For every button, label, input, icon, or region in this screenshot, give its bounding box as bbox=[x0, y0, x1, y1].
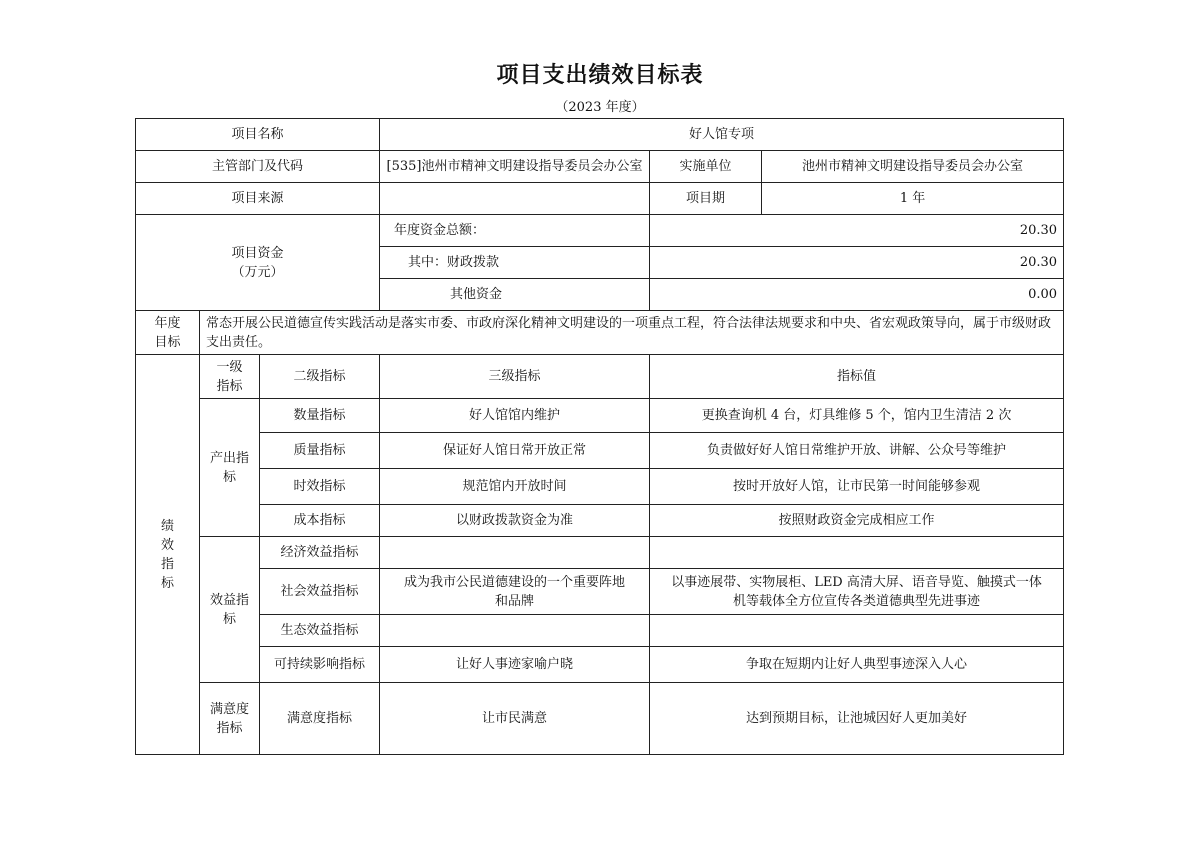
performance-label bbox=[136, 355, 200, 755]
annual-goal-label bbox=[136, 311, 200, 355]
value-cell: 更换查询机 4 台，灯具维修 5 个，馆内卫生清洁 2 次 bbox=[650, 399, 1064, 433]
level2-cell: 社会效益指标 bbox=[260, 569, 380, 615]
header-level3: 三级指标 bbox=[380, 355, 650, 399]
department-value: [535]池州市精神文明建设指导委员会办公室 bbox=[380, 151, 650, 183]
value-cell: 争取在短期内让好人典型事迹深入人心 bbox=[650, 647, 1064, 683]
value-line2: 机等载体全方位宣传各类道德典型先进事迹 bbox=[733, 593, 981, 609]
value-cell: 按照财政资金完成相应工作 bbox=[650, 505, 1064, 537]
performance-label-char: 指 bbox=[160, 556, 174, 572]
funds-label-line2: （万元） bbox=[231, 264, 284, 280]
value-cell bbox=[650, 615, 1064, 647]
performance-label-char: 标 bbox=[160, 575, 174, 591]
header-level2: 二级指标 bbox=[260, 355, 380, 399]
output-label-line2: 标 bbox=[222, 469, 236, 485]
table-row bbox=[136, 433, 1064, 469]
performance-target-table bbox=[135, 118, 1064, 755]
level2-cell: 成本指标 bbox=[260, 505, 380, 537]
benefit-indicator-label bbox=[200, 537, 260, 683]
level2-cell: 满意度指标 bbox=[260, 683, 380, 755]
table-row bbox=[136, 469, 1064, 505]
table-row bbox=[136, 537, 1064, 569]
value-cell bbox=[650, 569, 1064, 615]
funds-fiscal-label: 其中：财政拨款 bbox=[380, 247, 650, 279]
level2-cell: 经济效益指标 bbox=[260, 537, 380, 569]
header-level1 bbox=[200, 355, 260, 399]
level3-cell: 让好人事迹家喻户晓 bbox=[380, 647, 650, 683]
annual-goal-text: 常态开展公民道德宣传实践活动是落实市委、市政府深化精神文明建设的一项重点工程，符合法律法规要求和中央、省宏观政策导向，属于市级财政支出责任。 bbox=[200, 311, 1064, 355]
annual-goal-label-line2: 目标 bbox=[154, 334, 181, 350]
source-value bbox=[380, 183, 650, 215]
level3-cell: 以财政拨款资金为准 bbox=[380, 505, 650, 537]
period-label: 项目期 bbox=[650, 183, 762, 215]
level3-cell bbox=[380, 569, 650, 615]
satisfaction-indicator-label bbox=[200, 683, 260, 755]
row-project-name bbox=[136, 119, 1064, 151]
level2-cell: 时效指标 bbox=[260, 469, 380, 505]
project-name-label: 项目名称 bbox=[136, 119, 380, 151]
performance-label-char: 绩 bbox=[160, 518, 174, 534]
level3-cell: 好人馆馆内维护 bbox=[380, 399, 650, 433]
implementer-label: 实施单位 bbox=[650, 151, 762, 183]
funds-total-value: 20.30 bbox=[650, 215, 1064, 247]
satisfaction-label-line1: 满意度 bbox=[209, 701, 249, 717]
page-title: 项目支出绩效目标表 bbox=[496, 62, 704, 88]
source-label: 项目来源 bbox=[136, 183, 380, 215]
level3-line2: 和品牌 bbox=[495, 593, 535, 609]
row-indicator-header bbox=[136, 355, 1064, 399]
level3-cell bbox=[380, 537, 650, 569]
header-value: 指标值 bbox=[650, 355, 1064, 399]
row-department bbox=[136, 151, 1064, 183]
level2-cell: 可持续影响指标 bbox=[260, 647, 380, 683]
value-cell: 负责做好好人馆日常维护开放、讲解、公众号等维护 bbox=[650, 433, 1064, 469]
value-cell: 达到预期目标，让池城因好人更加美好 bbox=[650, 683, 1064, 755]
level2-cell: 数量指标 bbox=[260, 399, 380, 433]
funds-total-label: 年度资金总额： bbox=[380, 215, 650, 247]
project-name-value: 好人馆专项 bbox=[380, 119, 1064, 151]
level3-cell: 让市民满意 bbox=[380, 683, 650, 755]
period-value: 1 年 bbox=[762, 183, 1064, 215]
level3-cell: 规范馆内开放时间 bbox=[380, 469, 650, 505]
value-cell: 按时开放好人馆，让市民第一时间能够参观 bbox=[650, 469, 1064, 505]
funds-label-line1: 项目资金 bbox=[231, 245, 284, 261]
benefit-label-line1: 效益指 bbox=[209, 592, 249, 608]
level3-line1: 成为我市公民道德建设的一个重要阵地 bbox=[404, 574, 626, 590]
department-label: 主管部门及代码 bbox=[136, 151, 380, 183]
performance-label-char: 效 bbox=[160, 537, 174, 553]
implementer-value: 池州市精神文明建设指导委员会办公室 bbox=[762, 151, 1064, 183]
header-level1-line2: 指标 bbox=[216, 378, 243, 394]
fiscal-year: （2023 年度） bbox=[555, 100, 645, 115]
funds-other-value: 0.00 bbox=[650, 279, 1064, 311]
value-line1: 以事迹展带、实物展柜、LED 高清大屏、语音导览、触摸式一体 bbox=[671, 574, 1042, 590]
table-row bbox=[136, 505, 1064, 537]
output-indicator-label bbox=[200, 399, 260, 537]
benefit-label-line2: 标 bbox=[222, 611, 236, 627]
funds-other-label: 其他资金 bbox=[380, 279, 650, 311]
satisfaction-label-line2: 指标 bbox=[216, 720, 243, 736]
output-label-line1: 产出指 bbox=[209, 450, 249, 466]
header-level1-line1: 一级 bbox=[216, 359, 243, 375]
row-annual-goal bbox=[136, 311, 1064, 355]
table-row bbox=[136, 683, 1064, 755]
funds-fiscal-value: 20.30 bbox=[650, 247, 1064, 279]
annual-goal-label-line1: 年度 bbox=[154, 315, 181, 331]
table-row bbox=[136, 399, 1064, 433]
level2-cell: 生态效益指标 bbox=[260, 615, 380, 647]
funds-label bbox=[136, 215, 380, 311]
row-source bbox=[136, 183, 1064, 215]
row-funds-total bbox=[136, 215, 1064, 247]
level3-cell: 保证好人馆日常开放正常 bbox=[380, 433, 650, 469]
table-row bbox=[136, 569, 1064, 615]
level3-cell bbox=[380, 615, 650, 647]
table-row bbox=[136, 615, 1064, 647]
value-cell bbox=[650, 537, 1064, 569]
level2-cell: 质量指标 bbox=[260, 433, 380, 469]
table-row bbox=[136, 647, 1064, 683]
